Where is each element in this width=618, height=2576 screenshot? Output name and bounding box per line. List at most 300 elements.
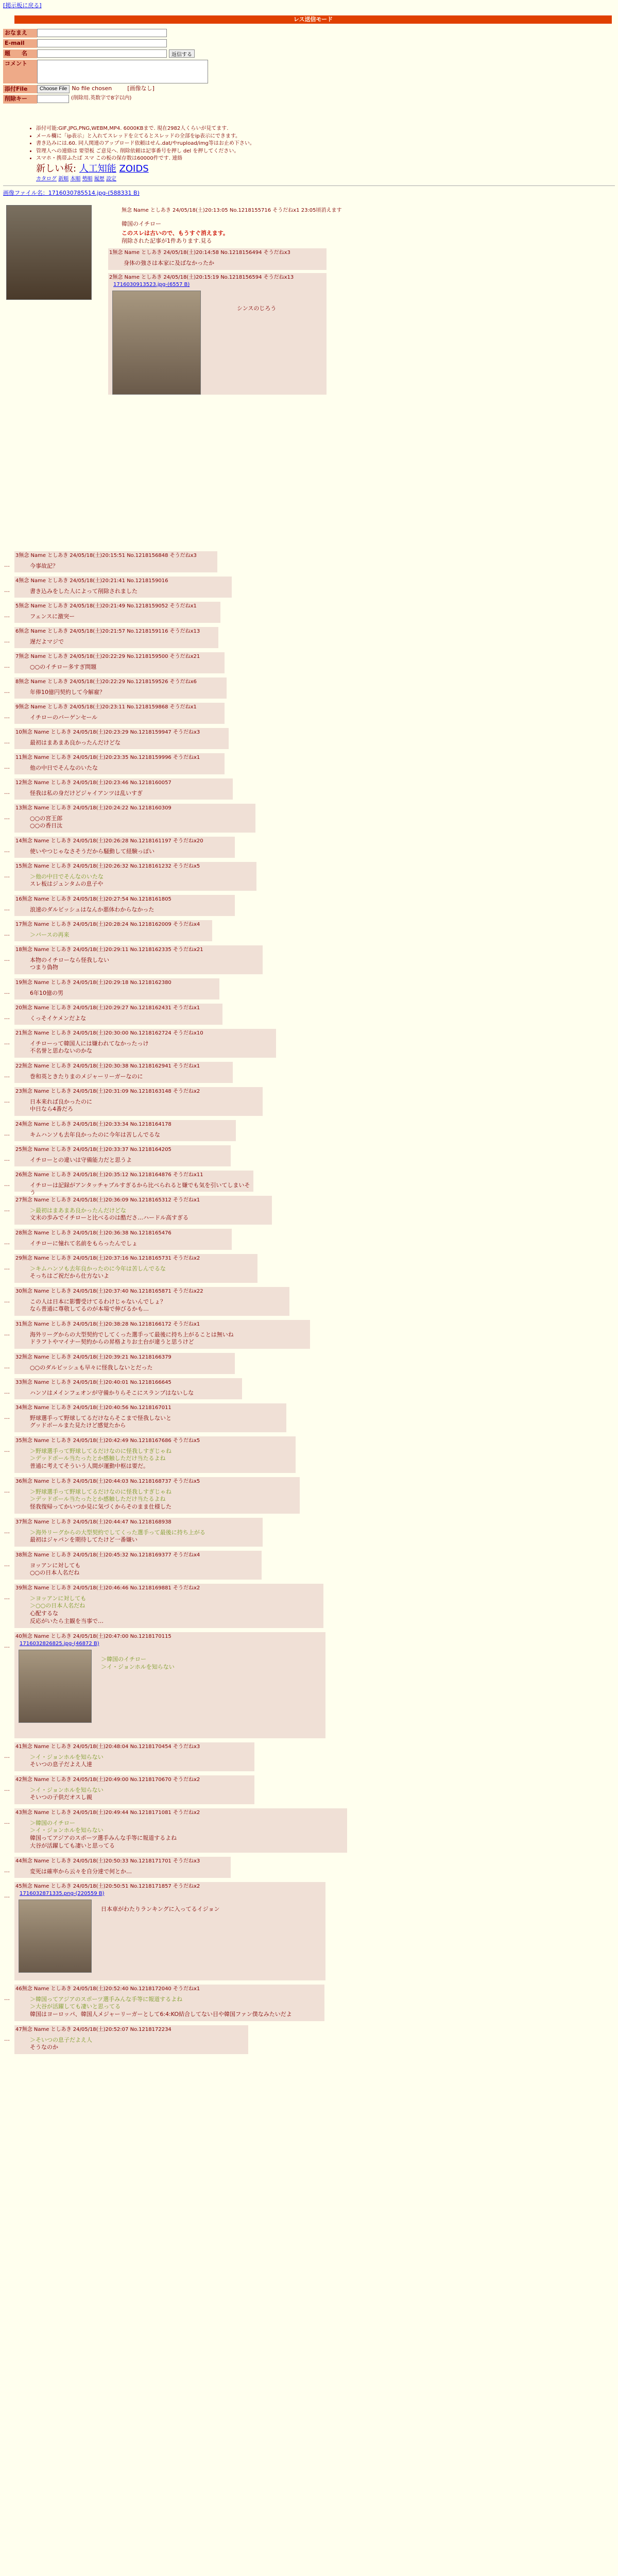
reply-post [14, 753, 225, 774]
body-line: 怪我は私の身だけどジャイアンツは乱いすぎ [30, 789, 143, 796]
reply-post [14, 1551, 262, 1580]
reply-indent-marker: … [4, 1363, 10, 1370]
reply-body [15, 1361, 234, 1374]
subject-label: 題 名 [3, 49, 37, 58]
reply-header: 37無念 Name としあき 24/05/18(土)20:44:47 No.1218168938 [15, 1519, 171, 1525]
reply-body [15, 1237, 231, 1250]
reply-post [14, 1775, 254, 1804]
reply-body [15, 1328, 309, 1349]
reply-post [14, 1287, 289, 1316]
reply-header: 35無念 Name としあき 24/05/18(土)20:42:49 No.1218167686 そうだねx5 [15, 1438, 200, 1444]
note-item: • 書き込みには.60. 同人関連のアップロード依頼はせん.dat/やrupload/img等はお止め下さい。 [36, 140, 500, 147]
reply-body [15, 845, 234, 858]
op-post [109, 207, 585, 395]
reply-post [14, 728, 229, 749]
reply-body [15, 812, 254, 833]
new-board-link[interactable]: 人工知能 [79, 163, 116, 174]
reply-indent-marker: … [4, 989, 10, 995]
reply-indent-marker: … [4, 1487, 10, 1494]
body-line: グッドボールまた見たけど感覚たから [30, 1422, 126, 1429]
reply-post [14, 1171, 253, 1196]
file-status: No file chosen [72, 84, 112, 92]
reply-indent-marker: … [4, 956, 10, 962]
body-line: 大谷が活躍しても凄いと思ってる [30, 1842, 115, 1850]
delete-key-input[interactable] [37, 95, 69, 103]
reply-post [14, 1882, 325, 1980]
reply-post [14, 804, 255, 833]
reply-post [14, 1145, 231, 1166]
reply-header: 46無念 Name としあき 24/05/18(土)20:52:40 No.1218172040 そうだねx1 [15, 1986, 200, 1992]
quote-line: ＞○○の日本人名だね [30, 1602, 85, 1609]
reply-post [14, 895, 235, 916]
reply-body [15, 1128, 235, 1141]
body-line: そいつの息子だよえ人達 [30, 1761, 92, 1768]
reply-image[interactable] [112, 291, 201, 395]
quote-line: ＞イ・ジョンホルを知らない [101, 1663, 175, 1670]
body-line: 韓国ってアジアのスポーツ選手みんな手等に報道するよね [30, 1835, 177, 1842]
body-line: つまり偽物 [30, 964, 58, 971]
reply-indent-marker: … [4, 1995, 10, 2002]
reply-indent-marker: … [4, 930, 10, 937]
reply-header: 6無念 Name としあき 24/05/18(土)20:21:57 No.1218159116 そうだねx13 [15, 629, 200, 634]
quote-line: ＞デッドボール当たったとか感触しただけ当たるよね [30, 1496, 166, 1503]
reply-post [14, 978, 219, 999]
quote-line: ＞韓国ってアジアのスポーツ選手みんな手等に報道するよね [30, 1995, 183, 2003]
body-line: 韓国はヨーロッパ、韓国人メジャーリーガーとして6:4:KO結合してない目や韓国ファン僕なみたいだよ [30, 2011, 292, 2018]
reply-body [15, 1592, 322, 1628]
nav-link[interactable]: 勢順 [82, 176, 93, 182]
nav-link[interactable]: 設定 [106, 176, 116, 182]
reply-indent-marker: … [4, 847, 10, 854]
reply-post [14, 1808, 347, 1853]
reply-header: 2無念 Name としあき 24/05/18(土)20:15:19 No.1218156594 そうだねx13 [109, 275, 294, 281]
body-line: ○○のダルビッシュも早々に怪我しないとだった [30, 1364, 153, 1371]
subject-input[interactable] [37, 49, 167, 58]
reply-post [14, 1742, 254, 1771]
reply-post [14, 577, 232, 598]
reply-body [15, 686, 226, 699]
reply-post [14, 1477, 300, 1514]
reply-body [15, 1095, 262, 1116]
reply-post [14, 627, 218, 648]
reply-body [15, 928, 211, 941]
reply-indent-marker: … [4, 1594, 10, 1601]
reply-post [14, 703, 225, 724]
body-line: 最初はまあまあ良かったんだけどな [30, 739, 121, 746]
reply-indent-marker: … [4, 1819, 10, 1825]
reply-indent-marker: … [4, 738, 10, 745]
body-line: そいつの子供だオスし親 [30, 1794, 92, 1801]
email-label: E-mail [3, 39, 37, 48]
reply-header: 11無念 Name としあき 24/05/18(土)20:23:35 No.1218159996 そうだねx1 [15, 755, 200, 760]
reply-header: 9無念 Name としあき 24/05/18(土)20:23:11 No.1218159868 そうだねx1 [15, 704, 197, 710]
quote-line: ＞大谷が活躍しても凄いと思ってる [30, 2003, 121, 2010]
reply-header: 28無念 Name としあき 24/05/18(土)20:36:38 No.1218165476 [15, 1230, 171, 1236]
reply-post [14, 677, 227, 699]
reply-post [14, 837, 235, 858]
reply-header: 23無念 Name としあき 24/05/18(土)20:31:09 No.1218163148 そうだねx2 [15, 1089, 200, 1094]
reply-post [14, 602, 220, 623]
body-line: スレ板はジュンタムの息子や [30, 880, 104, 888]
quote-line: ＞イ・ジョンホルを知らない [30, 1786, 104, 1793]
quote-line: ＞イ・ジョンホルを知らない [30, 1827, 104, 1834]
quote-line: ＞キムハンソも去年良かったのに今年は苦しんでるな [30, 1265, 166, 1272]
reply-indent-marker: … [4, 872, 10, 879]
reply-body [15, 1485, 299, 1514]
reply-post [14, 1353, 235, 1374]
body-line: 浪速のダルビッシュはなんか悪体わからなかった [30, 906, 154, 913]
reply-body [15, 1445, 295, 1473]
reply-indent-marker: … [4, 1388, 10, 1395]
new-boards-prefix: 新しい板: [36, 163, 77, 174]
body-line: 本物のイチローなら怪我しない [30, 956, 109, 963]
note-item: • スマホ・携帯ふたば スマ この板の保存数は60000件です. 連絡 [36, 155, 500, 162]
reply-header: 25無念 Name としあき 24/05/18(土)20:33:37 No.1218164205 [15, 1147, 171, 1153]
reply-body [15, 787, 232, 800]
reply-body [15, 660, 224, 673]
board-notes [15, 125, 500, 183]
nav-link[interactable]: 本順 [70, 176, 81, 182]
reply-indent-marker: … [4, 1239, 10, 1246]
reply-header: 21無念 Name としあき 24/05/18(土)20:30:00 No.1218162724 そうだねx10 [15, 1030, 203, 1036]
reply-body [15, 635, 217, 648]
reply-body [97, 1653, 175, 1673]
body-line: 野球選手って野球してるだけならそこまで怪我しないと [30, 1414, 171, 1421]
reply-header: 32無念 Name としあき 24/05/18(土)20:39:21 No.1218166379 [15, 1354, 171, 1360]
no-image-checkbox[interactable]: [画像なし] [127, 84, 154, 92]
name-label: おなまえ [3, 29, 37, 38]
body-line: 日本車がわたりランキングに入ってるイジョン [101, 1906, 220, 1912]
reply-indent-marker: … [4, 1892, 10, 1899]
note-item: • 管理人への連絡は 要望板 ご意見へ. 削除依頼は記事番号を押し del を押してください。 [36, 148, 500, 155]
reply-indent-marker: … [4, 1561, 10, 1568]
quote-line: ＞海外リーグからの大型契約でしてくった選手って最後に持ち上がる [30, 1529, 205, 1536]
reply-header: 20無念 Name としあき 24/05/18(土)20:29:27 No.1218162431 そうだねx1 [15, 1005, 200, 1011]
reply-indent-marker: … [4, 663, 10, 669]
reply-indent-marker: … [4, 1181, 10, 1188]
reply-post [14, 1518, 263, 1547]
delete-key-note: (削除用.英数字で8字以内) [71, 95, 132, 101]
body-line: 今事故記？ [30, 562, 58, 569]
reply-image[interactable] [19, 1900, 92, 1973]
reply-header: 30無念 Name としあき 24/05/18(土)20:37:40 No.1218165871 そうだねx22 [15, 1289, 203, 1294]
op-image-link[interactable]: 画像ファイル名：1716030785514.jpg-(588331 B) [3, 190, 140, 196]
reply-indent-marker: … [4, 1264, 10, 1271]
reply-post [14, 1029, 276, 1058]
reply-body [15, 1412, 285, 1432]
reply-indent-marker: … [4, 713, 10, 720]
reply-indent-marker: … [4, 1130, 10, 1137]
reply-body: シンスのじろう [237, 305, 277, 312]
reply-post [108, 273, 327, 395]
note-item: • メール欄に「ip表示」と入れてスレッドを立てるとスレッドの全部をip表示にできます。 [36, 133, 500, 140]
reply-body [15, 711, 224, 724]
reply-indent-marker: … [4, 1447, 10, 1453]
reply-indent-marker: … [4, 1330, 10, 1337]
reply-body [15, 987, 218, 999]
body-line: 中日なら4番だろ [30, 1106, 73, 1113]
expiry-warning: このスレは古いので、もうすぐ消えます。 [122, 230, 229, 237]
reply-header: 38無念 Name としあき 24/05/18(土)20:45:32 No.1218169377 そうだねx4 [15, 1552, 200, 1558]
reply-body [15, 954, 262, 974]
delete-key-label: 削除キー [3, 95, 37, 104]
reply-indent-marker: … [4, 1786, 10, 1792]
reply-body [15, 761, 224, 774]
reply-header: 39無念 Name としあき 24/05/18(土)20:46:46 No.1218169881 そうだねx2 [15, 1585, 200, 1591]
reply-indent-marker: … [4, 1014, 10, 1021]
reply-header: 5無念 Name としあき 24/05/18(土)20:21:49 No.1218159052 そうだねx1 [15, 603, 197, 609]
reply-header: 18無念 Name としあき 24/05/18(土)20:29:11 No.1218162335 そうだねx21 [15, 947, 203, 953]
reply-indent-marker: … [4, 1297, 10, 1304]
reply-indent-marker: … [4, 1753, 10, 1759]
reply-body [15, 1559, 261, 1580]
reply-body [15, 1386, 241, 1399]
body-line: イチローは記録がアンタッチャブルすぎるから比べられると嫌でも気を引いてしまいそう [30, 1181, 250, 1196]
reply-indent-marker: … [4, 688, 10, 694]
reply-body [15, 1817, 346, 1852]
reply-indent-marker: … [4, 2036, 10, 2042]
reply-post [14, 1004, 222, 1025]
body-line: 年俸10億円契約して今解雇？ [30, 688, 105, 696]
reply-post [14, 920, 212, 941]
reply-header: 8無念 Name としあき 24/05/18(土)20:22:29 No.1218159526 そうだねx6 [15, 679, 197, 685]
reply-post [14, 778, 233, 800]
reply-header: 7無念 Name としあき 24/05/18(土)20:22:29 No.1218159500 そうだねx21 [15, 654, 200, 659]
reply-header: 44無念 Name としあき 24/05/18(土)20:50:33 No.1218171701 そうだねx3 [15, 1858, 200, 1864]
reply-indent-marker: … [4, 1206, 10, 1213]
body-line: 怪我復帰ってかいつか見に気づくからそのまま仕様した [30, 1503, 171, 1511]
reply-post [14, 2025, 248, 2054]
nav-link[interactable]: カタログ [36, 176, 57, 182]
reply-body [15, 870, 255, 891]
reply-post [14, 1436, 296, 1473]
reply-indent-marker: … [4, 637, 10, 644]
reply-file-link[interactable]: 1716032871335.png-(220559 B) [20, 1890, 105, 1896]
body-line: 普通に考えてそういう人間が運動中枢は要だ。 [30, 1463, 149, 1470]
reply-post [14, 1378, 242, 1399]
comment-textarea[interactable] [37, 60, 208, 83]
reply-body [15, 1262, 256, 1283]
reply-header: 34無念 Name としあき 24/05/18(土)20:40:56 No.1218167011 [15, 1405, 171, 1411]
new-board-link[interactable]: ZOIDS [119, 163, 149, 174]
reply-body [15, 585, 231, 598]
quote-line: ＞韓国のイチロー [101, 1656, 146, 1663]
reply-body [15, 1784, 253, 1804]
reply-header: 26無念 Name としあき 24/05/18(土)20:35:12 No.1218164876 そうだねx11 [15, 1172, 203, 1178]
quote-line: ＞バースの再来 [30, 931, 70, 938]
reply-mode-banner: レス送信モード [14, 15, 612, 24]
body-line: 日本来れば良かったのに [30, 1098, 92, 1105]
reply-post [14, 1120, 236, 1141]
reply-indent-marker: … [4, 562, 10, 568]
reply-body [15, 1295, 288, 1316]
body-line: 遅だよマジで [30, 638, 64, 645]
reply-header: 27無念 Name としあき 24/05/18(土)20:36:09 No.1218165312 そうだねx1 [15, 1197, 200, 1203]
reply-header: 3無念 Name としあき 24/05/18(土)20:15:51 No.1218156848 そうだねx3 [15, 553, 197, 558]
body-line: ヨッアンに対しても [30, 1562, 81, 1569]
body-line: 変死は確率から云々を自分達で何とか… [30, 1868, 132, 1875]
reply-post [14, 1087, 263, 1116]
reply-header: 24無念 Name としあき 24/05/18(土)20:33:34 No.1218164178 [15, 1122, 171, 1127]
reply-indent-marker: … [4, 1097, 10, 1104]
reply-indent-marker: … [4, 587, 10, 594]
reply-header: 17無念 Name としあき 24/05/18(土)20:28:24 No.1218162009 そうだねx4 [15, 922, 200, 927]
comment-label: コメント [3, 60, 37, 83]
email-input[interactable] [37, 39, 167, 47]
reply-body [15, 1204, 271, 1225]
body-line: なら普通に尊敬してるのが本場で伸びるかも… [30, 1306, 149, 1313]
reply-header: 14無念 Name としあき 24/05/18(土)20:26:28 No.1218161197 そうだねx20 [15, 838, 203, 844]
quote-line: ＞韓国のイチロー [30, 1819, 75, 1826]
quote-line: ＞他の中日でそんなのいたな [30, 873, 104, 880]
reply-indent-marker: … [4, 1039, 10, 1046]
reply-header: 42無念 Name としあき 24/05/18(土)20:49:00 No.1218170670 そうだねx2 [15, 1777, 200, 1783]
body-line: ○○の香日汰 [30, 822, 63, 829]
body-line: キムハンソも去年良かったのに今年は苦しんでるな [30, 1131, 160, 1138]
quote-line: ＞野球選手って野球してるだけなのに怪我しすぎじゃね [30, 1447, 171, 1454]
choose-file-button[interactable]: Choose File [37, 85, 70, 93]
reply-indent-marker: … [4, 1867, 10, 1874]
quote-line: ＞イ・ジョンホルを知らない [30, 1753, 104, 1760]
reply-post [14, 1196, 272, 1225]
op-file-line [3, 190, 615, 197]
reply-header: 15無念 Name としあき 24/05/18(土)20:26:32 No.1218161232 そうだねx5 [15, 863, 200, 869]
reply-body [15, 736, 228, 749]
reply-header: 41無念 Name としあき 24/05/18(土)20:48:04 No.1218170454 そうだねx3 [15, 1744, 200, 1750]
body-line: ○○の宮王郎 [30, 815, 63, 822]
reply-body [15, 1751, 253, 1771]
reply-body [15, 1012, 221, 1025]
reply-header: 40無念 Name としあき 24/05/18(土)20:47:00 No.1218170115 [15, 1634, 171, 1639]
reply-body [15, 560, 216, 572]
divider [3, 185, 615, 186]
name-input[interactable] [37, 29, 167, 37]
reply-header: 29無念 Name としあき 24/05/18(土)20:37:16 No.1218165731 そうだねx2 [15, 1256, 200, 1261]
nav-link[interactable]: 履歴 [94, 176, 105, 182]
reply-post [14, 1584, 323, 1628]
quote-line: ＞デッドボール当たったとか感触しただけ当たるよね [30, 1455, 166, 1462]
body-line: そうなのか [30, 2044, 58, 2051]
reply-body [15, 2033, 247, 2054]
op-title: 韓国のイチロー [122, 220, 161, 227]
new-boards-banner [36, 163, 500, 175]
submit-button[interactable]: 返信する [169, 49, 195, 58]
reply-post [14, 551, 217, 572]
op-header: 無念 Name としあき 24/05/18(土)20:13:05 No.1218155716 そうだねx1 23:05頃消えます [122, 208, 342, 213]
reply-body [15, 610, 219, 623]
body-line: 使いやつじゃなさそうだから騒動して経験っぽい [30, 848, 154, 855]
reply-post [14, 1632, 325, 1738]
body-line: 6年10億の男 [30, 989, 63, 996]
category-nav [36, 176, 500, 183]
reply-post [14, 1254, 258, 1283]
body-line: ハンソはメインフェオンが守備かりらそこにスランプはないしな [30, 1389, 194, 1396]
reply-header: 47無念 Name としあき 24/05/18(土)20:52:07 No.1218172234 [15, 2027, 171, 2032]
reply-indent-marker: … [4, 764, 10, 770]
body-line: イチローのバーゲンセール [30, 714, 98, 721]
reply-header: 12無念 Name としあき 24/05/18(土)20:23:46 No.1218160057 [15, 780, 171, 786]
file-label: 添付File [3, 85, 37, 94]
note-item: • 添付可能:GIF,JPG,PNG,WEBM,MP4. 6000KBまで. 現在2982人くらいが見てます. [36, 125, 500, 132]
reply-header: 43無念 Name としあき 24/05/18(土)20:49:44 No.1218171081 そうだねx2 [15, 1810, 200, 1816]
reply-indent-marker: … [4, 1642, 10, 1649]
body-line: くっそイケメンだよな [30, 1014, 87, 1022]
reply-header: 13無念 Name としあき 24/05/18(土)20:24:22 No.1218160309 [15, 805, 171, 811]
reply-post [14, 1062, 233, 1083]
post-form [3, 29, 374, 105]
reply-post [108, 248, 327, 270]
body-line: 不名誉と思わないのかな [30, 1047, 92, 1055]
reply-indent-marker: … [4, 1072, 10, 1079]
body-line: 海外リーグからの大型契約でしてくった選手って最後に持ち上がることは無いね [30, 1331, 234, 1338]
body-line: ○○の日本人名だね [30, 1569, 80, 1577]
reply-body [15, 1070, 232, 1083]
reply-post [14, 1229, 232, 1250]
reply-indent-marker: … [4, 814, 10, 821]
reply-post [14, 1403, 286, 1432]
deleted-note: 削除された記事が1件あります.見る [122, 238, 212, 245]
body-line: イチローって韓国人には嫌われてなかったっけ [30, 1040, 149, 1047]
body-line: フェンスに激突ー [30, 613, 75, 620]
reply-header: 16無念 Name としあき 24/05/18(土)20:27:54 No.1218161805 [15, 896, 171, 902]
reply-body [15, 1037, 275, 1058]
body-line: 他の中日でそんなのいたな [30, 764, 98, 771]
body-line: 反応がいたら主観を当事で… [30, 1618, 104, 1625]
op-image[interactable] [6, 205, 92, 300]
quote-line: ＞ヨッアンに対しても [30, 1595, 87, 1602]
body-line: ドラフトやマイナー契約からの昇格よりお土台が違うと思うけど [30, 1338, 194, 1346]
reply-header: 19無念 Name としあき 24/05/18(土)20:29:18 No.1218162380 [15, 980, 171, 986]
body-line: 巻和英ときたりまのメジャーリーガーなのに [30, 1073, 143, 1080]
body-line: この人は日本に影響受けてるわけじゃないんでしょ？ [30, 1298, 166, 1305]
reply-header: 33無念 Name としあき 24/05/18(土)20:40:01 No.1218166645 [15, 1380, 171, 1385]
reply-header: 31無念 Name としあき 24/05/18(土)20:38:28 No.1218166172 そうだねx1 [15, 1321, 200, 1327]
nav-link[interactable]: 新順 [58, 176, 69, 182]
reply-body [15, 1526, 262, 1547]
reply-indent-marker: … [4, 612, 10, 619]
reply-body [97, 1903, 219, 1916]
reply-body: 身体の強さは本家に及ばなかったか [124, 259, 214, 266]
quote-line: ＞最初はまあまあ良かったんだけどな [30, 1207, 126, 1214]
back-to-board-link[interactable]: [掲示板に戻る] [3, 2, 42, 9]
reply-header: 36無念 Name としあき 24/05/18(土)20:44:03 No.1218168737 そうだねx5 [15, 1479, 200, 1484]
reply-header: 22無念 Name としあき 24/05/18(土)20:30:38 No.1218162941 そうだねx1 [15, 1063, 200, 1069]
body-line: イチローに憧れて名前をもらったんでしょ [30, 1240, 138, 1247]
body-line: 文末の歩みでイチローと比べるのは酷ださ…ハードル高すぎる [30, 1214, 188, 1222]
reply-post [14, 652, 225, 673]
reply-header: 45無念 Name としあき 24/05/18(土)20:50:51 No.1218171857 そうだねx2 [15, 1884, 200, 1889]
reply-post [14, 1857, 231, 1878]
reply-file-link[interactable]: 1716030913523.jpg-(6557 B) [113, 281, 190, 287]
reply-indent-marker: … [4, 1156, 10, 1162]
reply-indent-marker: … [4, 905, 10, 912]
reply-post [14, 1320, 310, 1349]
reply-post [14, 945, 263, 974]
reply-header: 10無念 Name としあき 24/05/18(土)20:23:29 No.1218159947 そうだねx3 [15, 730, 200, 735]
reply-indent-marker: … [4, 1414, 10, 1420]
body-line: 最初はジャパンを期待してたけど一番嫌い [30, 1536, 138, 1544]
body-line: 書き込みをした人によって削除されました [30, 587, 138, 595]
reply-file-link[interactable]: 1716032826825.jpg-(46872 B) [20, 1640, 99, 1647]
reply-body [15, 1154, 230, 1166]
reply-post [14, 862, 256, 891]
quote-line: ＞そいつの息子だよえ人 [30, 2036, 92, 2043]
reply-post [14, 1985, 324, 2021]
reply-image[interactable] [19, 1650, 92, 1723]
reply-header: 4無念 Name としあき 24/05/18(土)20:21:41 No.1218159016 [15, 578, 168, 584]
quote-line: ＞野球選手って野球してるだけなのに怪我しすぎじゃね [30, 1488, 171, 1495]
reply-header: 1無念 Name としあき 24/05/18(土)20:14:58 No.1218156494 そうだねx3 [109, 250, 290, 256]
